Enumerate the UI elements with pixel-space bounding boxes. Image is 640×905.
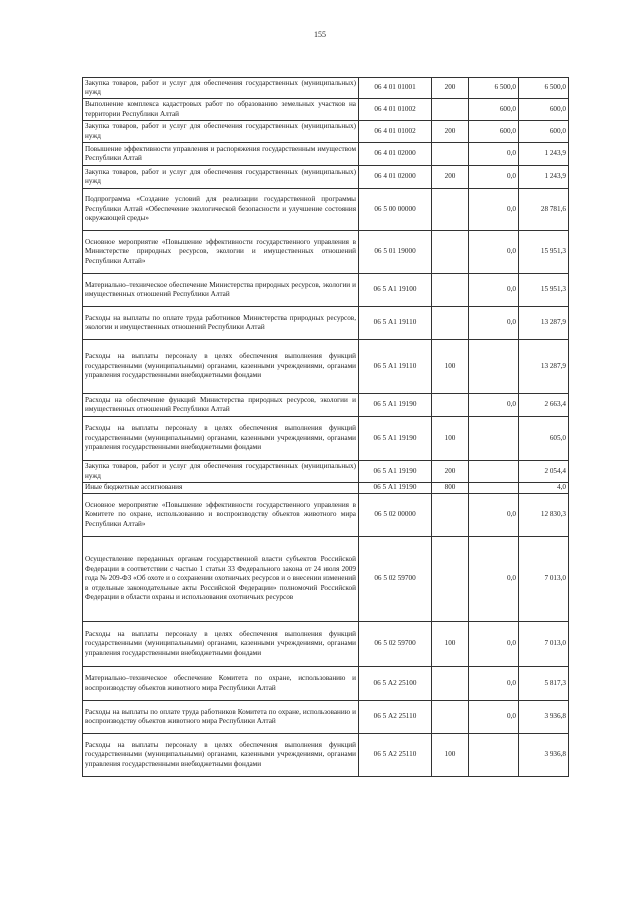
table-row (83, 340, 569, 394)
budget-table (82, 77, 569, 777)
row-name: Расходы на выплаты персоналу в целях обеспечения выполнения функций государственными (муниципальными) органами, казенными учреждениями, органами управления государственными внебюджетными фондами (83, 417, 359, 461)
row-expense-type: 200 (432, 166, 469, 189)
row-name: Расходы на выплаты персоналу в целях обеспечения выполнения функций государственными (муниципальными) органами, казенными учреждениями, органами управления государственными внебюджетными фондами (83, 734, 359, 777)
row-expense-type (432, 667, 469, 701)
row-amount-2: 1 243,9 (519, 143, 569, 166)
row-code: 06 5 А1 19110 (359, 340, 432, 394)
page-number: 155 (314, 30, 326, 39)
row-amount-2: 13 287,9 (519, 307, 569, 340)
row-code: 06 5 А1 19110 (359, 307, 432, 340)
row-expense-type (432, 99, 469, 121)
row-amount-1 (469, 340, 519, 394)
row-amount-2: 3 936,8 (519, 734, 569, 777)
row-amount-2: 5 817,3 (519, 667, 569, 701)
row-amount-1 (469, 734, 519, 777)
row-amount-2: 7 013,0 (519, 622, 569, 667)
row-name: Материально–техническое обеспечение Комитета по охране, использованию и воспроизводству объектов животного мира Республики Алтай (83, 667, 359, 701)
row-amount-1 (469, 483, 519, 494)
row-amount-1: 0,0 (469, 622, 519, 667)
row-amount-1: 0,0 (469, 143, 519, 166)
row-name: Расходы на обеспечение функций Министерства природных ресурсов, экологии и имущественных отношений Республики Алтай (83, 394, 359, 417)
row-expense-type: 800 (432, 483, 469, 494)
row-code: 06 4 01 02000 (359, 166, 432, 189)
row-amount-2: 13 287,9 (519, 340, 569, 394)
table-row (83, 394, 569, 417)
row-code: 06 4 01 02000 (359, 143, 432, 166)
row-expense-type (432, 231, 469, 274)
row-expense-type (432, 394, 469, 417)
table-row (83, 143, 569, 166)
row-amount-1: 0,0 (469, 166, 519, 189)
row-expense-type: 100 (432, 417, 469, 461)
table-row (83, 461, 569, 483)
row-expense-type: 100 (432, 734, 469, 777)
row-expense-type (432, 274, 469, 307)
row-code: 06 4 01 01001 (359, 78, 432, 99)
row-name: Закупка товаров, работ и услуг для обеспечения государственных (муниципальных) нужд (83, 461, 359, 483)
row-amount-2: 7 013,0 (519, 537, 569, 622)
row-name: Закупка товаров, работ и услуг для обеспечения государственных (муниципальных) нужд (83, 78, 359, 99)
table-row (83, 483, 569, 494)
row-expense-type (432, 189, 469, 231)
row-amount-2: 600,0 (519, 121, 569, 143)
table-row (83, 99, 569, 121)
table-row (83, 417, 569, 461)
row-expense-type (432, 143, 469, 166)
budget-table-body (83, 78, 569, 777)
row-code: 06 5 А2 25110 (359, 734, 432, 777)
row-expense-type (432, 494, 469, 537)
row-expense-type: 200 (432, 78, 469, 99)
row-code: 06 5 02 59700 (359, 537, 432, 622)
row-expense-type: 200 (432, 121, 469, 143)
row-name: Расходы на выплаты персоналу в целях обеспечения выполнения функций государственными (муниципальными) органами, казенными учреждениями, органами управления государственными внебюджетными фондами (83, 622, 359, 667)
row-name: Осуществление переданных органам государственной власти субъектов Российской Федерации в соответствии с частью 1 статьи 33 Федерального закона от 24 июля 2009 года № 209-ФЗ «Об охоте и о сохранении охотничьих ресурсов и о внесении изменений в отдельные законодательные акты Российской Федерации» полномочий Российской Федерации в области охраны и использования охотничьих ресурсов (83, 537, 359, 622)
table-row (83, 667, 569, 701)
row-code: 06 5 02 59700 (359, 622, 432, 667)
row-amount-1: 600,0 (469, 99, 519, 121)
table-row (83, 189, 569, 231)
row-expense-type (432, 307, 469, 340)
row-amount-1: 0,0 (469, 667, 519, 701)
row-code: 06 5 А1 19100 (359, 274, 432, 307)
row-amount-2: 28 781,6 (519, 189, 569, 231)
table-row (83, 701, 569, 734)
row-code: 06 5 А2 25100 (359, 667, 432, 701)
row-amount-1: 6 500,0 (469, 78, 519, 99)
row-amount-2: 2 663,4 (519, 394, 569, 417)
table-row (83, 734, 569, 777)
row-amount-2: 4,0 (519, 483, 569, 494)
row-amount-1: 0,0 (469, 274, 519, 307)
row-code: 06 5 02 00000 (359, 494, 432, 537)
row-code: 06 5 А1 19190 (359, 417, 432, 461)
row-code: 06 5 А2 25110 (359, 701, 432, 734)
row-name: Основное мероприятие «Повышение эффективности государственного управления в Министерстве природных ресурсов, экологии и имущественных отношений Республики Алтай» (83, 231, 359, 274)
row-amount-1: 0,0 (469, 701, 519, 734)
row-code: 06 5 А1 19190 (359, 461, 432, 483)
table-row (83, 78, 569, 99)
row-amount-1: 600,0 (469, 121, 519, 143)
row-amount-2: 605,0 (519, 417, 569, 461)
row-amount-1: 0,0 (469, 189, 519, 231)
row-amount-1 (469, 461, 519, 483)
row-name: Материально–техническое обеспечение Министерства природных ресурсов, экологии и имущественных отношений Республики Алтай (83, 274, 359, 307)
row-code: 06 5 А1 19190 (359, 483, 432, 494)
row-amount-2: 1 243,9 (519, 166, 569, 189)
row-name: Расходы на выплаты по оплате труда работников Министерства природных ресурсов, экологии и имущественных отношений Республики Алтай (83, 307, 359, 340)
row-name: Основное мероприятие «Повышение эффективности государственного управления в Комитете по охране, использованию и воспроизводству объектов животного мира Республики Алтай» (83, 494, 359, 537)
row-code: 06 4 01 01002 (359, 99, 432, 121)
row-amount-2: 2 054,4 (519, 461, 569, 483)
table-row (83, 121, 569, 143)
table-row (83, 166, 569, 189)
row-name: Выполнение комплекса кадастровых работ по образованию земельных участков на территории Республики Алтай (83, 99, 359, 121)
row-code: 06 4 01 01002 (359, 121, 432, 143)
row-amount-2: 15 951,3 (519, 231, 569, 274)
row-expense-type: 100 (432, 622, 469, 667)
table-row (83, 274, 569, 307)
row-expense-type (432, 701, 469, 734)
row-amount-1: 0,0 (469, 394, 519, 417)
row-amount-1: 0,0 (469, 231, 519, 274)
table-row (83, 494, 569, 537)
row-code: 06 5 00 00000 (359, 189, 432, 231)
row-code: 06 5 01 19000 (359, 231, 432, 274)
row-amount-2: 6 500,0 (519, 78, 569, 99)
row-amount-1: 0,0 (469, 307, 519, 340)
row-amount-1: 0,0 (469, 537, 519, 622)
row-expense-type: 200 (432, 461, 469, 483)
row-name: Закупка товаров, работ и услуг для обеспечения государственных (муниципальных) нужд (83, 166, 359, 189)
row-name: Расходы на выплаты персоналу в целях обеспечения выполнения функций государственными (муниципальными) органами, казенными учреждениями, органами управления государственными внебюджетными фондами (83, 340, 359, 394)
row-amount-2: 3 936,8 (519, 701, 569, 734)
row-amount-1 (469, 417, 519, 461)
row-expense-type (432, 537, 469, 622)
row-name: Подпрограмма «Создание условий для реализации государственной программы Республики Алтай «Обеспечение экологической безопасности и улучшение состояния окружающей среды» (83, 189, 359, 231)
table-row (83, 622, 569, 667)
table-row (83, 537, 569, 622)
row-name: Закупка товаров, работ и услуг для обеспечения государственных (муниципальных) нужд (83, 121, 359, 143)
row-name: Повышение эффективности управления и распоряжения государственным имуществом Республики Алтай (83, 143, 359, 166)
table-row (83, 231, 569, 274)
row-name: Иные бюджетные ассигнования (83, 483, 359, 494)
row-code: 06 5 А1 19190 (359, 394, 432, 417)
row-expense-type: 100 (432, 340, 469, 394)
row-amount-2: 12 830,3 (519, 494, 569, 537)
row-amount-1: 0,0 (469, 494, 519, 537)
table-row (83, 307, 569, 340)
row-name: Расходы на выплаты по оплате труда работников Комитета по охране, использованию и воспроизводству объектов животного мира Республики Алтай (83, 701, 359, 734)
row-amount-2: 600,0 (519, 99, 569, 121)
row-amount-2: 15 951,3 (519, 274, 569, 307)
